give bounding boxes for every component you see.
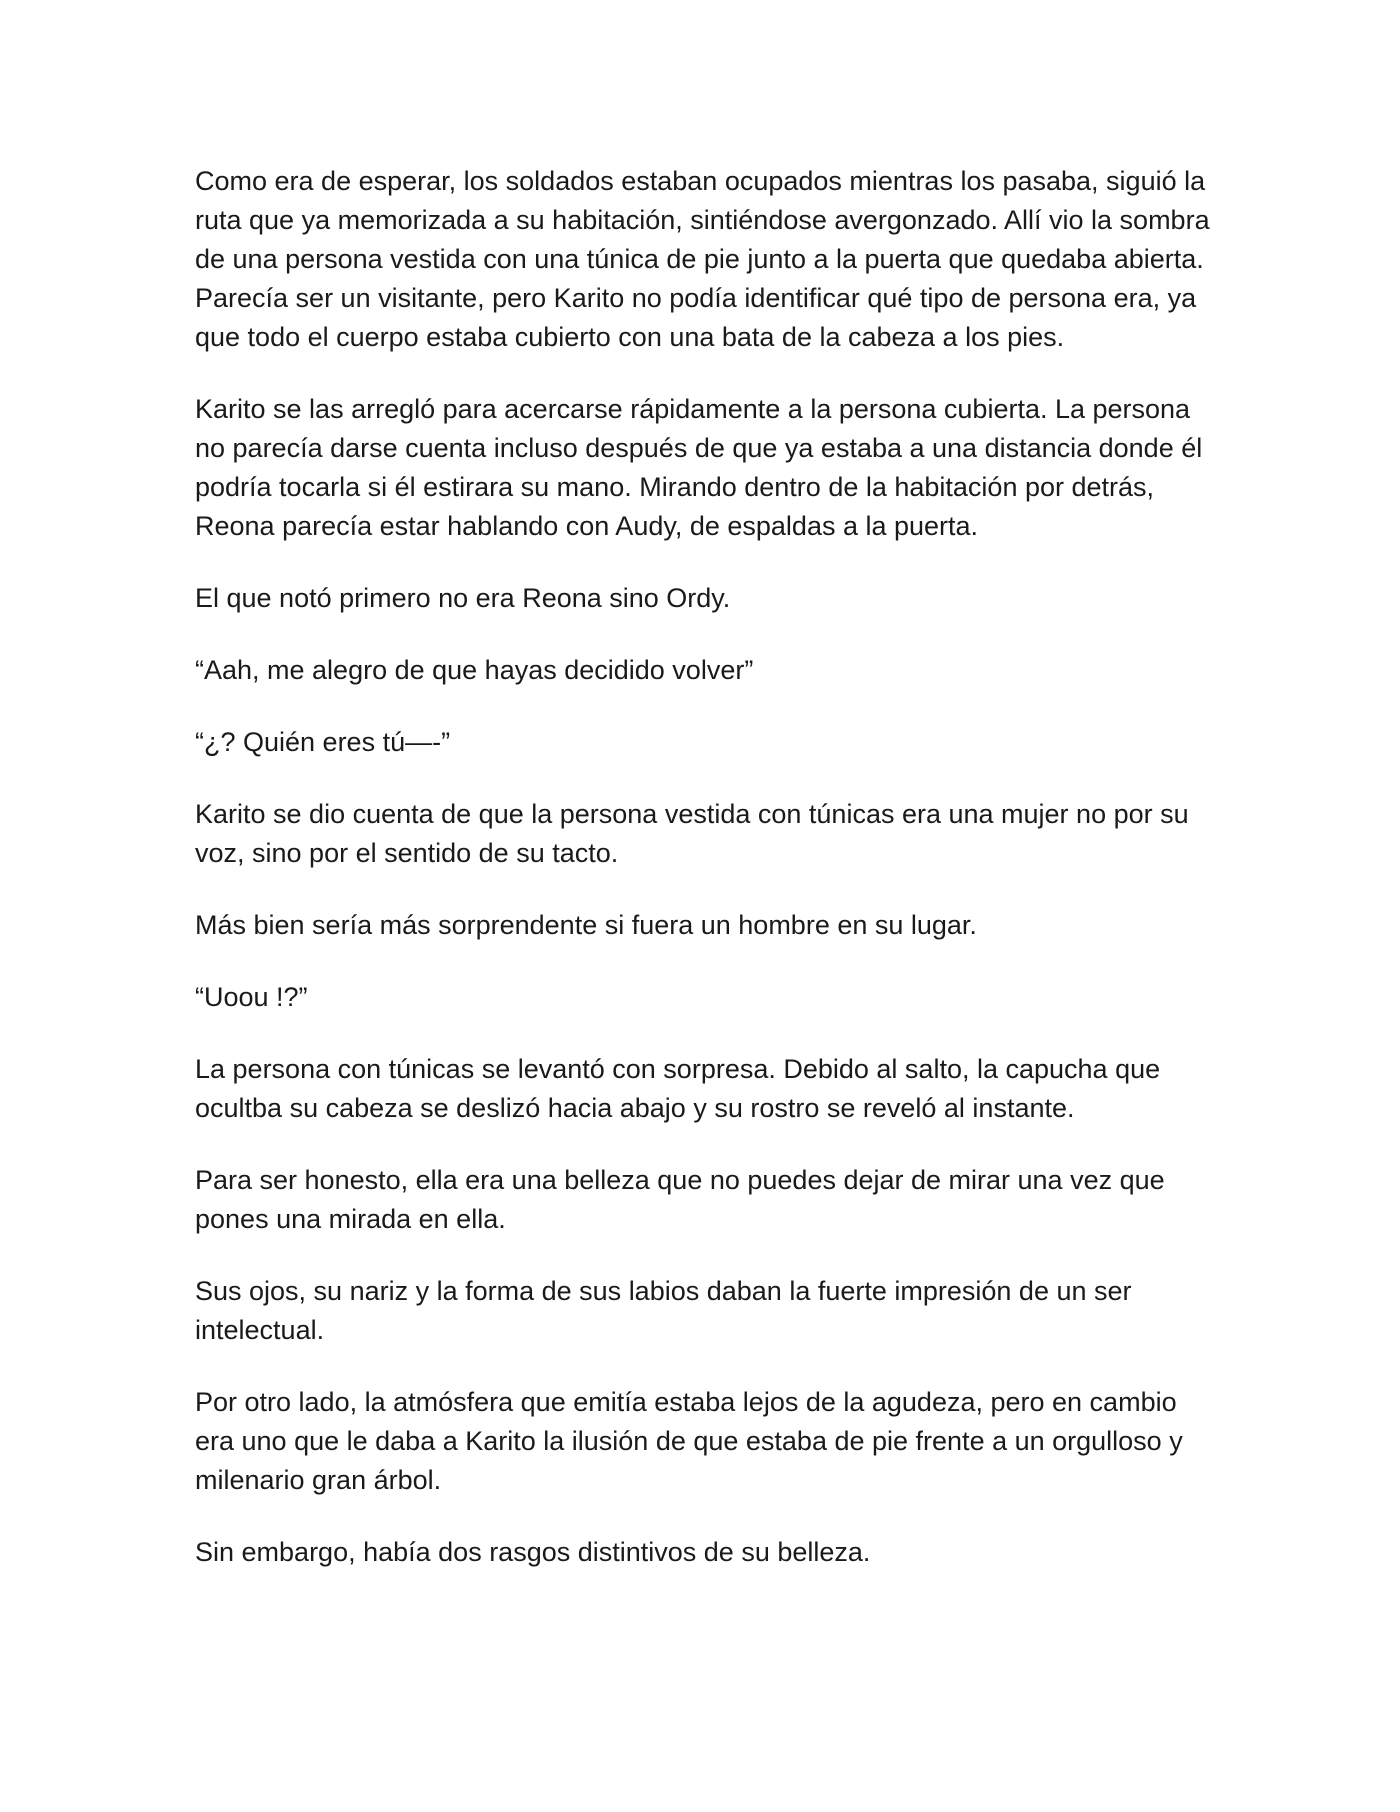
paragraph: Karito se dio cuenta de que la persona vestida con túnicas era una mujer no por su voz, sino por el sentido de su tacto. (195, 799, 1189, 868)
paragraph: Sin embargo, había dos rasgos distintivos de su belleza. (195, 1537, 871, 1567)
paragraph: El que notó primero no era Reona sino Ordy. (195, 583, 731, 613)
paragraph: Karito se las arregló para acercarse rápidamente a la persona cubierta. La persona no parecía darse cuenta incluso después de que ya estaba a una distancia donde él podría tocarla si él estirara su mano. Mirando dentro de la habitación por detrás, Reona parecía estar hablando con Audy, de espaldas a la puerta. (195, 394, 1203, 541)
dialogue-line: “Aah, me alegro de que hayas decidido volver” (195, 655, 754, 685)
paragraph: Más bien sería más sorprendente si fuera un hombre en su lugar. (195, 910, 977, 940)
paragraph: Sus ojos, su nariz y la forma de sus labios daban la fuerte impresión de un ser intelectual. (195, 1276, 1132, 1345)
paragraph: Como era de esperar, los soldados estaban ocupados mientras los pasaba, siguió la ruta que ya memorizada a su habitación, sintiéndose avergonzado. Allí vio la sombra de una persona vestida con una túnica de pie junto a la puerta que quedaba abierta. Parecía ser un visitante, pero Karito no podía identificar qué tipo de persona era, ya que todo el cuerpo estaba cubierto con una bata de la cabeza a los pies. (195, 166, 1210, 352)
paragraph: La persona con túnicas se levantó con sorpresa. Debido al salto, la capucha que ocultba su cabeza se deslizó hacia abajo y su rostro se reveló al instante. (195, 1054, 1161, 1123)
paragraph: Por otro lado, la atmósfera que emitía estaba lejos de la agudeza, pero en cambio era uno que le daba a Karito la ilusión de que estaba de pie frente a un orgulloso y milenario gran árbol. (195, 1387, 1183, 1495)
dialogue-line: “Uoou !?” (195, 982, 308, 1012)
paragraph: Para ser honesto, ella era una belleza que no puedes dejar de mirar una vez que pones una mirada en ella. (195, 1165, 1165, 1234)
document-body (195, 162, 1215, 1572)
dialogue-line: “¿? Quién eres tú—-” (195, 727, 451, 757)
